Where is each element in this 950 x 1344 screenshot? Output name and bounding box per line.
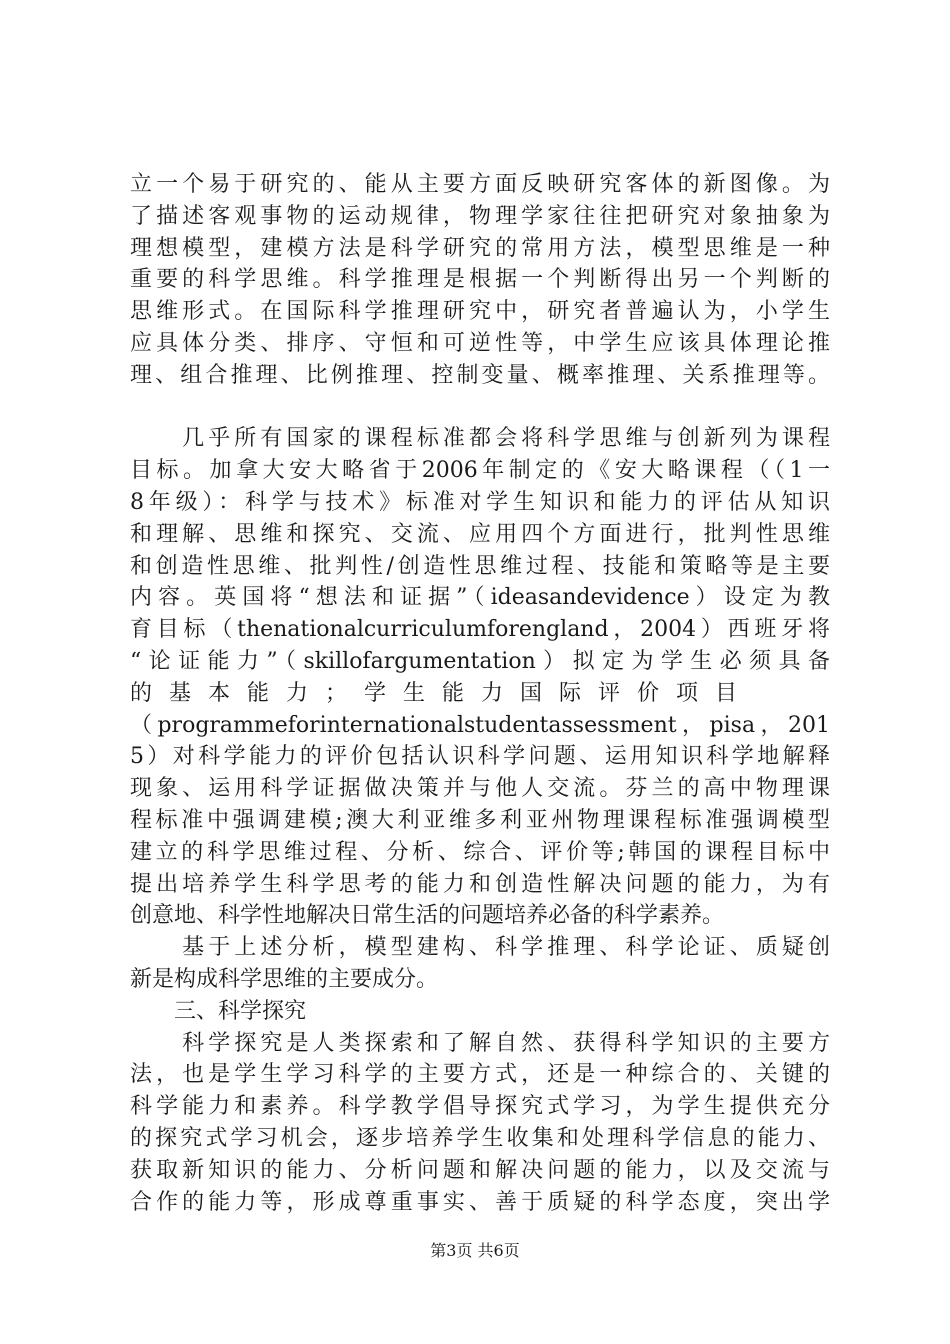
text-line: 的探究式学习机会，逐步培养学生收集和处理科学信息的能力、 xyxy=(130,1125,830,1151)
text-line: 获取新知识的能力、分析问题和解决问题的能力，以及交流与 xyxy=(130,1157,830,1183)
text-line: 现象、运用科学证据做决策并与他人交流。芬兰的高中物理课 xyxy=(130,776,830,802)
paragraph-spacer xyxy=(130,392,830,424)
text-line: 重要的科学思维。科学推理是根据一个判断得出另一个判断的 xyxy=(130,267,830,293)
paragraph-3 xyxy=(130,932,830,996)
text-line: 几乎所有国家的课程标准都会将科学思维与创新列为课程 xyxy=(130,426,830,452)
text-line: 了描述客观事物的运动规律，物理学家往往把研究对象抽象为 xyxy=(130,203,830,229)
page-footer: 第3页 共6页 xyxy=(430,1241,520,1260)
text-line: 理、组合推理、比例推理、控制变量、概率推理、关系推理等。 xyxy=(130,362,830,388)
text-line: 程标准中强调建模;澳大利亚维多利亚州物理课程标准强调模型 xyxy=(130,807,830,833)
section-heading: 三、科学探究 xyxy=(130,998,307,1024)
text-line: 应具体分类、排序、守恒和可逆性等，中学生应该具体理论推 xyxy=(130,330,830,356)
text-line: 5）对科学能力的评价包括认识科学问题、运用知识科学地解释 xyxy=(130,744,830,770)
text-line: 立一个易于研究的、能从主要方面反映研究客体的新图像。为 xyxy=(130,172,830,197)
text-line: （programmeforinternationalstudentassessment，pisa，201 xyxy=(130,712,830,738)
text-line: “论证能力”（skillofargumentation）拟定为学生必须具备 xyxy=(130,648,830,674)
text-line: 思维形式。在国际科学推理研究中，研究者普遍认为，小学生 xyxy=(130,299,830,325)
text-line: 提出培养学生科学思考的能力和创造性解决问题的能力，为有 xyxy=(130,871,830,897)
text-line: 科学能力和素养。科学教学倡导探究式学习，为学生提供充分 xyxy=(130,1094,830,1120)
text-line: 科学探究是人类探索和了解自然、获得科学知识的主要方 xyxy=(130,1030,830,1056)
text-line: 创意地、科学性地解决日常生活的问题培养必备的科学素养。 xyxy=(130,903,725,929)
text-line: 新是构成科学思维的主要成分。 xyxy=(130,966,439,992)
paragraph-1 xyxy=(130,169,830,392)
text-line: 基于上述分析，模型建构、科学推理、科学论证、质疑创 xyxy=(130,935,830,961)
text-line: 合作的能力等，形成尊重事实、善于质疑的科学态度，突出学 xyxy=(130,1189,830,1215)
text-line: 法，也是学生学习科学的主要方式，还是一种综合的、关键的 xyxy=(130,1062,830,1088)
paragraph-4 xyxy=(130,1028,830,1219)
text-line: 和理解、思维和探究、交流、应用四个方面进行，批判性思维 xyxy=(130,521,830,547)
document-body xyxy=(130,169,830,1218)
paragraph-2 xyxy=(130,423,830,932)
text-line: 内容。英国将“想法和证据”（ideasandevidence）设定为教 xyxy=(130,585,830,611)
text-line: 育目标（thenationalcurriculumforengland，2004）西班牙将 xyxy=(130,617,830,643)
text-line-spaced: 的基本能力；学生能力国际评价项目 xyxy=(130,680,755,706)
text-line: 理想模型，建模方法是科学研究的常用方法，模型思维是一种 xyxy=(130,235,830,261)
text-line: 8年级）：科学与技术》标准对学生知识和能力的评估从知识 xyxy=(130,489,830,515)
text-line: 目标。加拿大安大略省于2006年制定的《安大略课程（（1一 xyxy=(130,458,830,484)
text-line: 建立的科学思维过程、分析、综合、评价等;韩国的课程目标中 xyxy=(130,839,830,865)
text-line: 和创造性思维、批判性/创造性思维过程、技能和策略等是主要 xyxy=(130,553,830,579)
